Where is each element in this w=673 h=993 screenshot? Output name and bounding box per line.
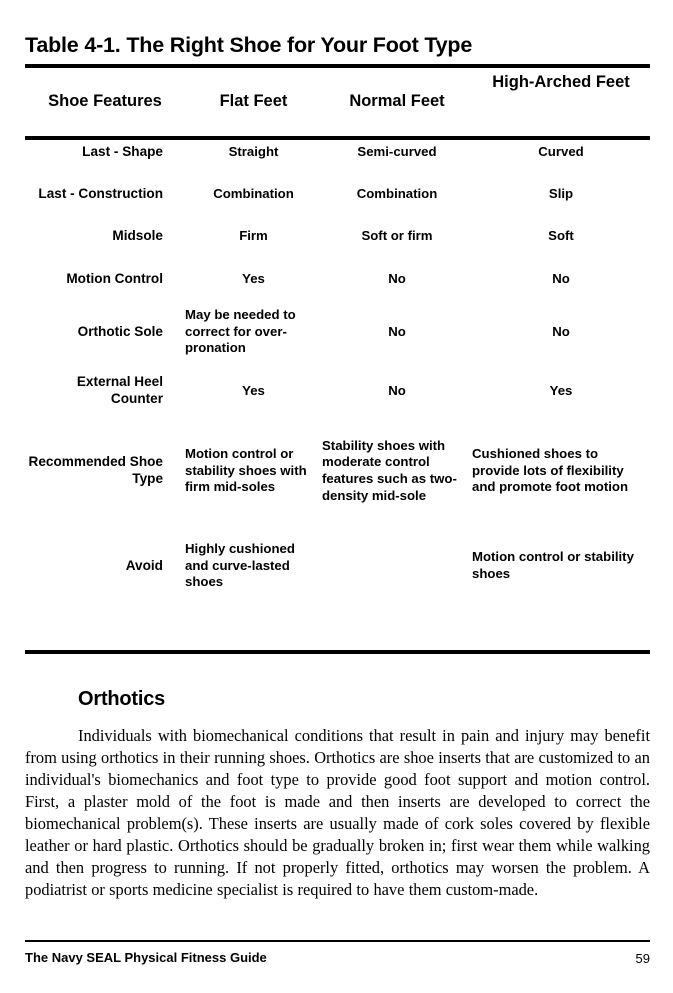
cell-flat-feet: May be needed to correct for over-pronation: [185, 307, 296, 356]
cell-normal-feet: Soft or firm: [361, 227, 433, 243]
shoe-table: [25, 72, 650, 609]
cell-high-arched-feet: Cushioned shoes to provide lots of flexibility and promote foot motion: [472, 446, 629, 495]
column-header-high-arched-feet: High-Arched Feet: [492, 73, 630, 91]
table-title: Table 4-1. The Right Shoe for Your Foot Type: [25, 33, 473, 57]
table-row: [25, 363, 650, 419]
table-row: [25, 523, 650, 609]
cell-normal-feet: No: [388, 323, 406, 339]
shoe-table-container: [25, 72, 650, 609]
cell-flat-feet: Straight: [228, 144, 279, 160]
table-row: [25, 419, 650, 523]
table-head: [25, 72, 650, 132]
orthotics-paragraph: Individuals with biomechanical conditions that result in pain and injury may benefit from using orthotics in their running shoes. Orthotics are shoe inserts that are customized to an individual's biomechanics and foot type to provide good foot support and motion control. First, a plaster mold of the foot is made and then inserts are developed to correct the biomechanical problem(s). These inserts are usually made of cork soles covered by flexible leather or hard plastic. Orthotics should be gradually broken in; first wear them while walking and then progress to running. If not properly fitted, orthotics may worsen the problem. A podiatrist or sports medicine specialist is required to have them custom-made.: [25, 726, 650, 900]
column-header-flat-feet: Flat Feet: [219, 92, 288, 111]
column-header-normal-feet: Normal Feet: [349, 92, 445, 111]
row-label: Orthotic Sole: [77, 323, 163, 339]
cell-normal-feet: No: [388, 382, 406, 398]
cell-high-arched-feet: Yes: [549, 382, 573, 398]
row-label: Last - Shape: [82, 144, 163, 160]
footer-book-title: The Navy SEAL Physical Fitness Guide: [25, 950, 267, 965]
header-divider-rule: [25, 136, 650, 140]
cell-high-arched-feet: Soft: [548, 227, 574, 243]
row-label: Last - Construction: [38, 185, 163, 201]
cell-flat-feet: Yes: [242, 382, 265, 398]
cell-flat-feet: Firm: [239, 227, 268, 243]
row-label: Motion Control: [66, 270, 163, 286]
cell-flat-feet: Highly cushioned and curve-lasted shoes: [185, 541, 295, 590]
table-row: [25, 257, 650, 301]
row-label: Avoid: [125, 557, 163, 573]
table-bottom-rule: [25, 650, 650, 654]
cell-flat-feet: Yes: [242, 270, 265, 286]
cell-high-arched-feet: Slip: [548, 185, 574, 201]
table-row: [25, 173, 650, 215]
footer-page-number: 59: [635, 951, 650, 966]
cell-normal-feet: Semi-curved: [357, 144, 437, 160]
row-label: External Heel Counter: [76, 374, 163, 406]
cell-high-arched-feet: Curved: [538, 144, 584, 160]
column-header-shoe-features: Shoe Features: [48, 92, 162, 111]
section-heading-orthotics: Orthotics: [78, 688, 166, 710]
cell-normal-feet: No: [388, 270, 406, 286]
table-body: [25, 132, 650, 609]
row-label: Recommended Shoe Type: [28, 454, 163, 486]
row-label: Midsole: [112, 227, 163, 243]
cell-normal-feet: [322, 523, 472, 609]
table-row: [25, 215, 650, 257]
cell-flat-feet: Combination: [213, 185, 294, 201]
cell-flat-feet: Motion control or stability shoes with firm mid-soles: [185, 446, 307, 495]
cell-high-arched-feet: Motion control or stability shoes: [472, 549, 634, 581]
cell-normal-feet: Combination: [356, 185, 438, 201]
cell-high-arched-feet: No: [552, 323, 570, 339]
title-divider-rule: [25, 64, 650, 68]
footer-divider-rule: [25, 940, 650, 942]
cell-normal-feet: Stability shoes with moderate control features such as two-density mid-sole: [322, 437, 457, 503]
cell-high-arched-feet: No: [552, 270, 570, 286]
table-row: [25, 301, 650, 363]
table-header-row: [25, 72, 650, 132]
